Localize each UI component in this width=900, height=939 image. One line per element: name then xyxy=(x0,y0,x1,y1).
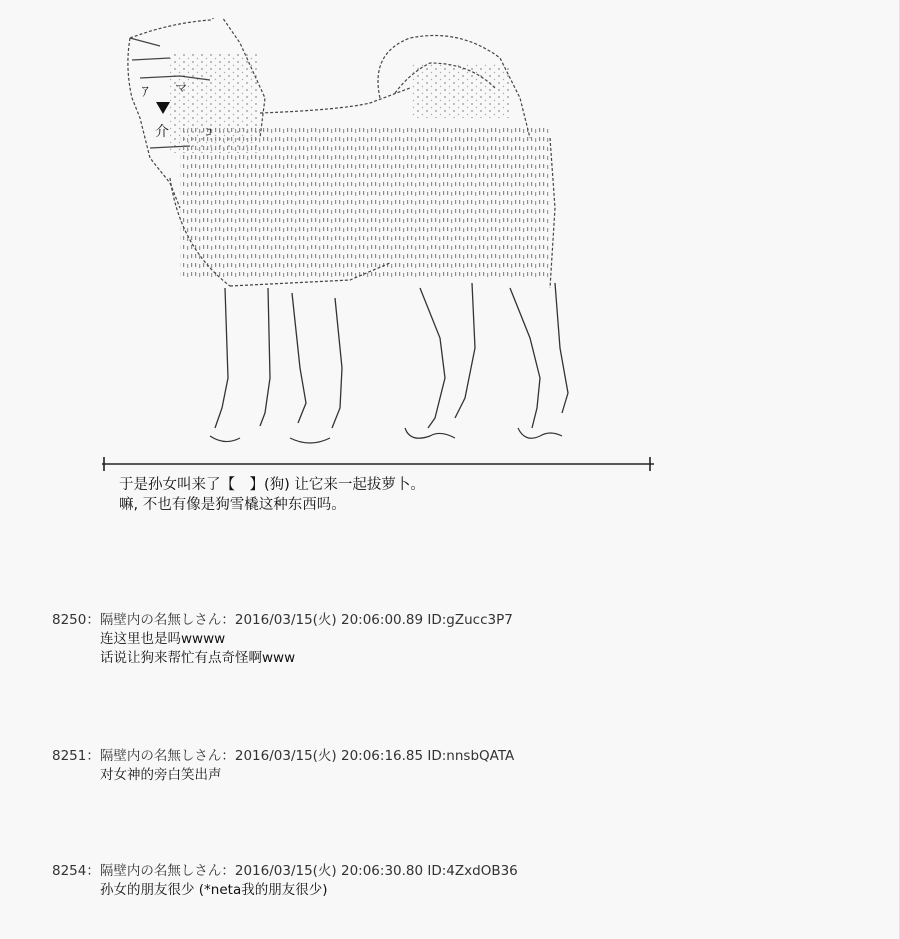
post-header: 8250：隔壁内の名無しさん：2016/03/15(火) 20:06:00.89 ID:gZucc3P7 xyxy=(52,612,513,628)
svg-text:マ: マ xyxy=(175,81,188,95)
story-text xyxy=(119,475,425,515)
post-line: 连这里也是吗wwww xyxy=(100,631,226,647)
post-line: 对女神的旁白笑出声 xyxy=(100,767,222,783)
post-line: 孙女的朋友很少 (*neta我的朋友很少) xyxy=(100,882,328,898)
scene-divider xyxy=(100,457,656,471)
svg-text:ｱ: ｱ xyxy=(142,85,149,100)
dog-ascii-art xyxy=(110,18,570,458)
post-header: 8254：隔壁内の名無しさん：2016/03/15(火) 20:06:30.80 ID:4ZxdOB36 xyxy=(52,863,518,879)
post-line: 话说让狗来帮忙有点奇怪啊www xyxy=(100,650,296,666)
dog-tail-fill xyxy=(410,63,510,118)
post-8250 xyxy=(52,611,513,668)
dog-eye-icon xyxy=(156,102,170,114)
post-8251 xyxy=(52,747,514,785)
post-header: 8251：隔壁内の名無しさん：2016/03/15(火) 20:06:16.85 ID:nnsbQATA xyxy=(52,748,515,764)
dog-body-fill xyxy=(180,128,550,278)
post-8254 xyxy=(52,862,518,900)
dog-paws xyxy=(210,428,562,443)
dog-legs xyxy=(215,283,568,428)
svg-text:介: 介 xyxy=(155,124,169,140)
story-line-1: 于是孙女叫来了【 】(狗) 让它来一起拔萝卜。 xyxy=(119,477,425,493)
story-line-2: 嘛, 不也有像是狗雪橇这种东西吗。 xyxy=(119,497,346,513)
